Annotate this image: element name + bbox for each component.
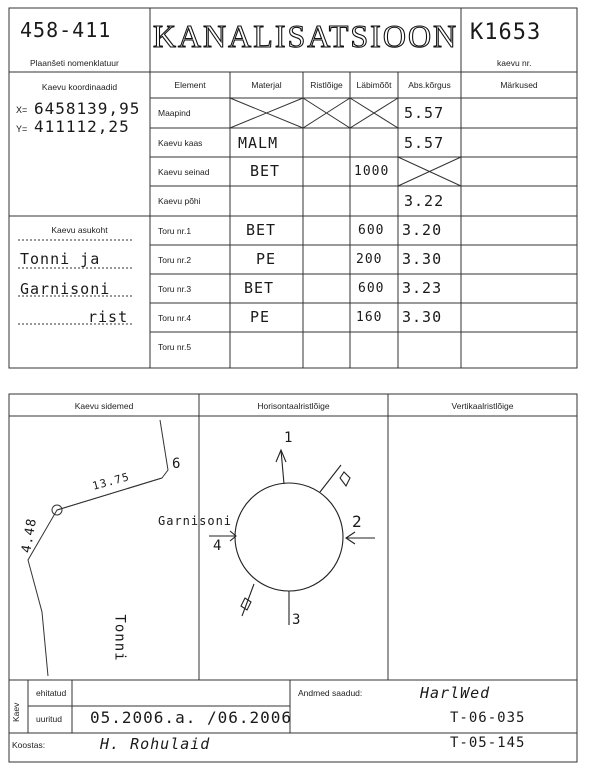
x-prefix: X= bbox=[16, 105, 28, 115]
location-line-2: Garnisoni bbox=[20, 280, 111, 298]
row-height: 3.23 bbox=[402, 279, 443, 297]
row-diameter: 1000 bbox=[354, 164, 390, 179]
row-material: BET bbox=[250, 162, 281, 180]
built-label: ehitatud bbox=[36, 688, 67, 698]
surveyed-label: uuritud bbox=[36, 714, 62, 724]
col-cross-section: Ristlõige bbox=[310, 80, 343, 90]
row-diameter: 600 bbox=[358, 281, 385, 296]
row-element: Toru nr.4 bbox=[158, 313, 192, 323]
col-material: Materjal bbox=[251, 80, 282, 90]
pipe-4-label: 4 bbox=[213, 538, 223, 554]
row-element: Toru nr.3 bbox=[158, 284, 192, 294]
street2-label: Garnisoni bbox=[158, 514, 233, 528]
location-label: Kaevu asukoht bbox=[51, 225, 108, 235]
location-line-1: Tonni ja bbox=[20, 250, 101, 268]
dim-right: 6 bbox=[172, 456, 182, 472]
data-source-label: Andmed saadud: bbox=[298, 688, 363, 698]
pipe-3-label: 3 bbox=[292, 612, 302, 628]
plan-number: 458-411 bbox=[20, 18, 112, 42]
y-coordinate: 411112,25 bbox=[34, 117, 130, 136]
well-number: K1653 bbox=[470, 20, 542, 45]
street-label: Tonni bbox=[111, 614, 128, 662]
data-source-value: HarlWed bbox=[420, 684, 491, 702]
col-abs-height: Abs.kõrgus bbox=[408, 80, 451, 90]
dim-top: 13.75 bbox=[90, 470, 132, 493]
row-element: Kaevu põhi bbox=[158, 196, 201, 206]
row-height: 3.30 bbox=[402, 308, 443, 326]
row-height: 5.57 bbox=[404, 104, 445, 122]
y-prefix: Y= bbox=[16, 124, 28, 134]
row-material: PE bbox=[256, 250, 277, 268]
well-label: kaevu nr. bbox=[497, 58, 532, 68]
row-element: Toru nr.1 bbox=[158, 226, 192, 236]
pipe-2-label: 2 bbox=[352, 512, 363, 531]
row-diameter: 160 bbox=[356, 310, 383, 325]
document-code-1: T-06-035 bbox=[450, 710, 526, 726]
page-title: KANALISATSIOON bbox=[152, 18, 459, 54]
row-material: PE bbox=[250, 308, 271, 326]
dim-left: 4.48 bbox=[19, 516, 41, 555]
row-element: Kaevu kaas bbox=[158, 138, 203, 148]
row-material: MALM bbox=[238, 134, 279, 152]
row-height: 3.30 bbox=[402, 250, 443, 268]
location-line-3: rist bbox=[88, 308, 129, 326]
vertical-section-label: Vertikaalristlõige bbox=[451, 401, 514, 411]
coordinates-label: Kaevu koordinaadid bbox=[41, 82, 118, 92]
row-height: 3.22 bbox=[404, 192, 445, 210]
row-diameter: 600 bbox=[358, 223, 385, 238]
horizontal-section-label: Horisontaalristlõige bbox=[257, 401, 330, 411]
document-code-2: T-05-145 bbox=[450, 735, 526, 751]
col-element: Element bbox=[174, 80, 206, 90]
compiler-label: Koostas: bbox=[12, 740, 46, 750]
row-element: Toru nr.5 bbox=[158, 342, 192, 352]
surveyed-date: 05.2006.a. /06.2006 bbox=[90, 708, 293, 727]
x-coordinate: 6458139,95 bbox=[34, 99, 141, 118]
row-height: 3.20 bbox=[402, 221, 443, 239]
footer-side-label: Kaev bbox=[11, 702, 21, 722]
row-element: Kaevu seinad bbox=[158, 167, 210, 177]
ties-label: Kaevu sidemed bbox=[74, 401, 134, 411]
col-notes: Märkused bbox=[500, 80, 538, 90]
row-height: 5.57 bbox=[404, 134, 445, 152]
row-material: BET bbox=[244, 279, 275, 297]
row-element: Maapind bbox=[158, 108, 191, 118]
pipe-1-label: 1 bbox=[284, 430, 294, 446]
compiler-value: H. Rohulaid bbox=[100, 735, 211, 753]
row-diameter: 200 bbox=[356, 252, 383, 267]
row-element: Toru nr.2 bbox=[158, 255, 192, 265]
plan-label: Plaanšeti nomenklatuur bbox=[30, 58, 119, 68]
row-material: BET bbox=[246, 221, 277, 239]
col-diameter: Läbimõõt bbox=[356, 80, 392, 90]
